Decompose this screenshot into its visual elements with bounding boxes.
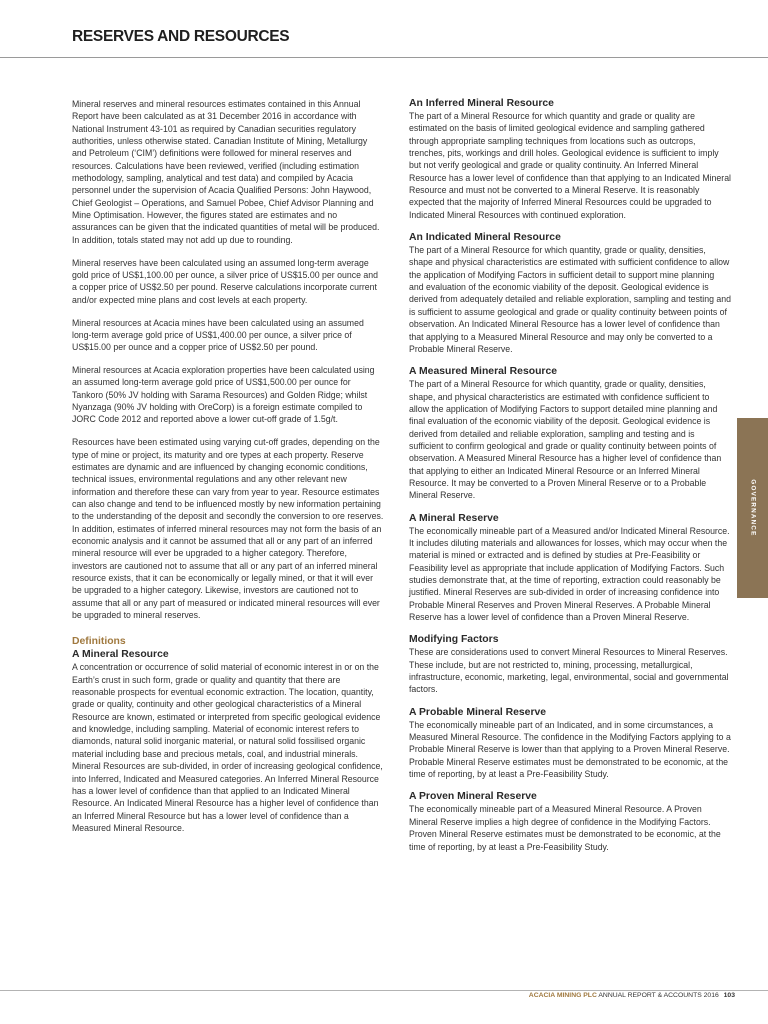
definition-measured-resource (409, 365, 731, 501)
footer-report: ANNUAL REPORT & ACCOUNTS 2016 (598, 992, 719, 999)
definition-title: A Mineral Reserve (409, 512, 499, 524)
page-number: 103 (723, 992, 735, 999)
definition-body: The economically mineable part of a Measured and/or Indicated Mineral Resource. It includes diluting materials and allowances for losses, which may occur when the material is mined or extracted and is defined by studies at Pre-Feasibility or Feasibility level as appropriate that include application of Modifying Factors. Such studies demonstrate that, at the time of reporting, extraction could reasonably be justified. Mineral Reserves are sub-divided in order of increasing confidence into Probable Mineral Reserves and Proven Mineral Reserves. A Probable Mineral Reserve has a lower level of confidence than a Proven Mineral Reserve. (409, 525, 730, 623)
reserve-price-paragraph: Mineral reserves have been calculated using an assumed long-term average gold price of US$1,100.00 per ounce, a silver price of US$15.00 per ounce and a copper price of US$2.50 per pound. Reserve calculations incorporate current and/or expected mine plans and cost levels at each property. (72, 257, 378, 305)
footer-divider (0, 990, 768, 991)
definition-indicated-resource (409, 231, 731, 355)
definition-inferred-resource (409, 97, 731, 221)
definition-body: The part of a Mineral Resource for which quantity, grade or quality, densities, shape and physical characteristics are estimated with sufficient confidence to allow the application of Modifying Factors in sufficient detail to support mine planning and evaluation of the economic viability of the deposit. Geological evidence is derived from adequately detailed and reliable exploration, sampling and testing and is sufficient to assume geological and grade or quality continuity between points of observation. An Indicated Mineral Resource has a lower level of confidence than that applying to a Measured Mineral Resource and may only be converted to a Probable Mineral Reserve. (409, 245, 732, 354)
definition-body: The part of a Mineral Resource for which quantity and grade or quality are estimated on the basis of limited geological evidence and sampling gathered through appropriate sampling techniques from locations such as outcrops, trenches, pits, workings and drill holes. Geological evidence is sufficient to imply but not verify geological and grade or quality continuity. An Inferred Mineral Resource has a lower level of confidence than that applying to an Indicated Mineral Resource and must not be converted to a Mineral Reserve. It is reasonably expected that the majority of Inferred Mineral Resources could be upgraded to Indicated Mineral Resources with continued exploration. (409, 111, 732, 220)
intro-paragraph: Mineral reserves and mineral resources estimates contained in this Annual Report have been calculated as at 31 December 2016 in accordance with National Instrument 43-101 as required by Canadian securities regulatory authorities, unless otherwise stated. Canadian Institute of Mining, Metallurgy and Petroleum (‘CIM’) definitions were followed for mineral reserves and resources. Calculations have been reviewed, verified (including estimation methodology, sampling, analytical and test data) and compiled by Acacia personnel under the supervision of Acacia Qualified Persons: John Haywood, Chief Geologist – Operations, and Samuel Pobee, Chief Advisor Planning and Mine Optimisation. However, the figures stated are estimates and no assurances can be given that the indicated quantities of metal will be produced. In addition, totals stated may not add up due to rounding. (72, 99, 380, 245)
section-tab (737, 418, 768, 598)
definition-body: These are considerations used to convert Mineral Resources to Mineral Reserves. These include, but are not restricted to, mining, processing, metallurgical, infrastructure, economic, marketing, legal, environmental, social and governmental factors. (409, 647, 729, 695)
definition-title: A Probable Mineral Reserve (409, 706, 547, 718)
definition-body: The economically mineable part of a Measured Mineral Resource. A Proven Mineral Reserve implies a high degree of confidence in the Modifying Factors. Proven Mineral Reserve estimates must be demonstrated to be economic, at the time of reporting, by at least a Pre-Feasibility Study. (409, 804, 721, 852)
right-column (409, 97, 731, 863)
cutoff-paragraph: Resources have been estimated using varying cut-off grades, depending on the type of mine or project, its maturity and ore types at each property. Reserve estimates are dynamic and are influenced by changing economic conditions, technical issues, environmental regulations and any other relevant new information and therefore these can vary from year to year. Resource estimates can also change and tend to be influenced mostly by new information pertaining to the understanding of the deposit and secondly the conversion to ore reserves. In addition, estimates of inferred mineral resources may not form the basis of an economic analysis and it cannot be assumed that all or any part of an inferred mineral resource will ever be upgraded to a higher category. Therefore, investors are cautioned not to assume that all or any part of an inferred mineral resource exists, that it can be economically or legally mined, or that it will ever be upgraded to a higher category. Likewise, investors are cautioned not to assume that all or any part of measured or indicated mineral resources will ever be upgraded to mineral reserves. (72, 437, 384, 621)
definition-title: Modifying Factors (409, 634, 499, 646)
definition-modifying-factors (409, 633, 731, 695)
definition-body: A concentration or occurrence of solid material of economic interest in or on the Earth’s crust in such form, grade or quality and quantity that there are reasonable prospects for eventual economic extraction. The location, quantity, grade or quality, continuity and other geological characteristics of a Mineral Resource are known, estimated or interpreted from specific geological evidence and knowledge, including sampling. Material of economic interest refers to diamonds, natural solid inorganic material, or natural solid fossilised organic material including base and precious metals, coal, and industrial minerals. Mineral Resources are sub-divided, in order of increasing geological confidence, into Inferred, Indicated and Measured categories. An Inferred Mineral Resource has a lower level of confidence than that applied to an Indicated Mineral Resource. An Indicated Mineral Resource has a higher level of confidence than an Inferred Mineral Resource but has a lower level of confidence than a Measured Mineral Resource. (72, 662, 383, 833)
left-column (72, 98, 384, 844)
definition-body: The economically mineable part of an Indicated, and in some circumstances, a Measured Mineral Resource. The confidence in the Modifying Factors applying to a Probable Mineral Reserve is lower than that applying to a Proven Mineral Reserve. Probable Mineral Reserve estimates must be demonstrated to be economic, at the time of reporting, by at least a Pre-Feasibility Study. (409, 719, 731, 780)
definition-mineral-reserve (409, 512, 731, 624)
definitions-heading: Definitions (72, 636, 126, 648)
definition-title: A Measured Mineral Resource (409, 366, 558, 378)
section-tab-label: GOVERNANCE (749, 479, 756, 537)
page-footer (529, 992, 735, 999)
definition-probable-reserve (409, 706, 731, 781)
definition-body: The part of a Mineral Resource for which quantity, grade or quality, densities, shape, and physical characteristics are estimated with confidence sufficient to allow the application of Modifying Factors to support detailed mine planning and final evaluation of the economic viability of the deposit. Geological evidence is derived from detailed and reliable exploration, sampling and testing and is sufficient to confirm geological and grade or quality continuity between points of observation. A Measured Mineral Resource has a higher level of confidence than that applying to either an Indicated Mineral Resource or an Inferred Mineral Resource. It may be converted to a Proven Mineral Reserve or to a Probable Mineral Reserve. (409, 379, 722, 501)
definition-proven-reserve (409, 790, 731, 852)
definition-title: An Indicated Mineral Resource (409, 232, 561, 244)
exploration-paragraph: Mineral resources at Acacia exploration properties have been calculated using an assumed long-term average gold price of US$1,500.00 per ounce for Tankoro (50% JV holding with Sarama Resources) and Golden Ridge; whilst Nyanzaga (90% JV holding with OreCorp) is a foreign estimate compiled to JORC Code 2012 and reported above a lower cut-off grade of 1.5g/t. (72, 365, 375, 425)
definition-mineral-resource (72, 648, 384, 834)
footer-brand: ACACIA MINING PLC (528, 992, 597, 999)
title-divider (0, 57, 768, 58)
definition-title: A Proven Mineral Reserve (409, 791, 537, 803)
definition-title: A Mineral Resource (72, 649, 169, 661)
page-title: RESERVES AND RESOURCES (72, 28, 290, 45)
resource-price-paragraph: Mineral resources at Acacia mines have been calculated using an assumed long-term average gold price of US$1,400.00 per ounce, a silver price of US$15.00 per ounce and a copper price of US$2.50 per pound. (72, 317, 364, 353)
definition-title: An Inferred Mineral Resource (409, 98, 554, 109)
